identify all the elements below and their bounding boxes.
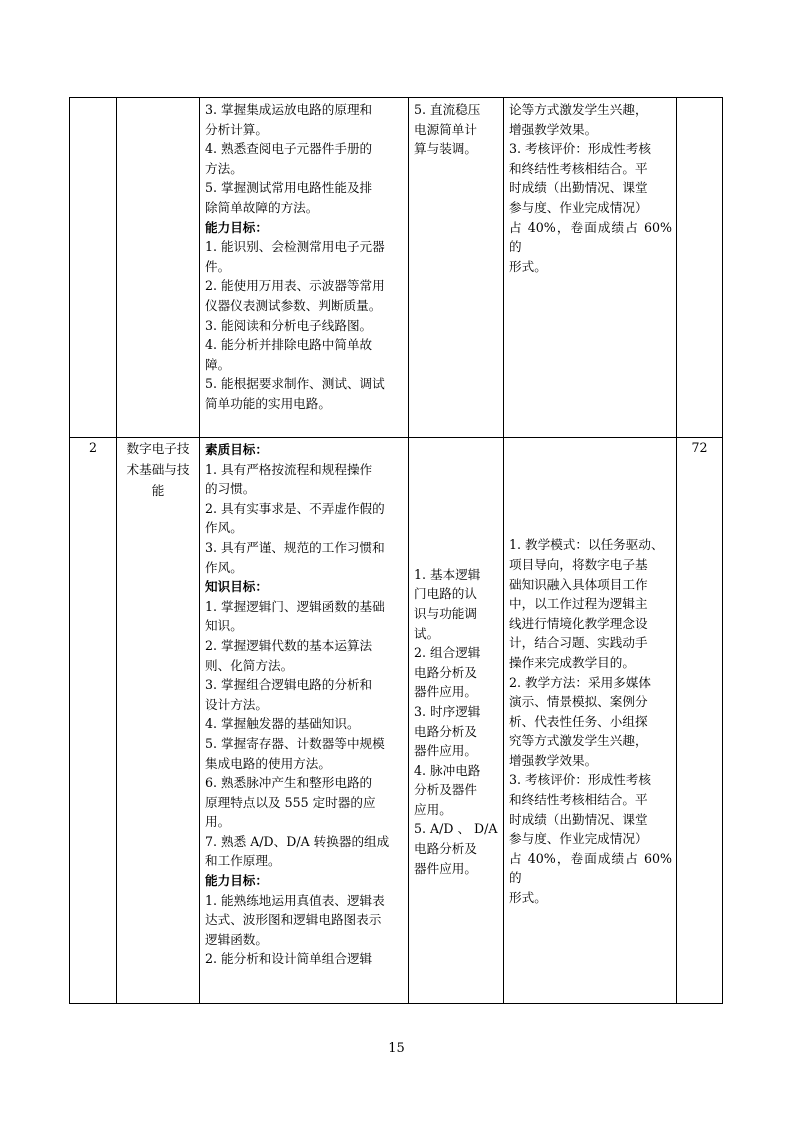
text-line: 5. A/D 、 D/A [414, 821, 498, 837]
teaching-list [504, 98, 676, 276]
objective-line: 原理特点以及 555 定时器的应 [205, 794, 376, 810]
text-line: 3. 时序逻辑 [414, 703, 481, 719]
text-line: 1. 教学模式：以任务驱动、 [509, 537, 664, 553]
table-row [70, 98, 723, 438]
objective-line: 5. 掌握测试常用电路性能及排 [205, 180, 373, 196]
text-line: 形式。 [509, 890, 547, 906]
objective-line: 障。 [205, 356, 231, 372]
text-line: 增强教学效果。 [509, 752, 598, 768]
objective-line: 1. 能识别、会检测常用电子元器 [205, 239, 385, 255]
objective-line: 6. 熟悉脉冲产生和整形电路的 [205, 775, 373, 791]
objective-line: 1. 掌握逻辑门、逻辑函数的基础 [205, 598, 385, 614]
content-cell [409, 98, 504, 438]
objective-line: 仪器仪表测试参数、判断质量。 [205, 297, 382, 313]
objective-line: 分析计算。 [205, 121, 268, 137]
objective-line: 1. 具有严格按流程和规程操作 [205, 461, 373, 477]
objective-line: 3. 具有严谨、规范的工作习惯和 [205, 539, 385, 555]
text-line: 和终结性考核相结合。平 [509, 792, 648, 808]
text-line: 计，结合习题、实践动手 [509, 635, 648, 651]
teaching-cell [504, 98, 677, 438]
text-line: 识与功能调 [414, 605, 477, 621]
row-number-cell [70, 438, 117, 1004]
objective-line: 3. 能阅读和分析电子线路图。 [205, 317, 373, 333]
text-line: 器件应用。 [414, 684, 477, 700]
course-name [117, 438, 199, 501]
objective-heading: 知识目标： [205, 579, 268, 595]
content-cell [409, 438, 504, 1004]
table-row [70, 438, 723, 1004]
text-line: 分析及器件 [414, 782, 477, 798]
course-name-line: 能 [151, 483, 165, 498]
objective-line: 的习惯。 [205, 481, 256, 497]
text-line: 算与装调。 [414, 141, 477, 157]
text-line: 应用。 [414, 801, 452, 817]
objective-line: 4. 能分析并排除电路中简单故 [205, 337, 373, 353]
text-line: 器件应用。 [414, 743, 477, 759]
row-number: 2 [88, 440, 97, 455]
objectives-cell [200, 98, 409, 438]
objective-line: 4. 熟悉查阅电子元器件手册的 [205, 141, 373, 157]
objective-line: 知识。 [205, 618, 243, 634]
text-line: 1. 基本逻辑 [414, 566, 481, 582]
objective-line: 逻辑函数。 [205, 931, 268, 947]
page-number: 15 [388, 1041, 405, 1056]
text-line: 3. 考核评价：形成性考核 [509, 772, 651, 788]
text-line: 3. 考核评价：形成性考核 [509, 141, 651, 157]
text-line: 电路分析及 [414, 841, 477, 857]
objective-line: 集成电路的使用方法。 [205, 755, 331, 771]
objective-line: 3. 掌握集成运放电路的原理和 [205, 102, 373, 117]
content-list [409, 563, 503, 879]
text-line: 时成绩（出勤情况、课堂 [509, 180, 648, 196]
objectives-list [200, 438, 408, 969]
course-name-line: 术基础与技 [126, 462, 190, 477]
objective-line: 设计方法。 [205, 696, 268, 712]
text-line: 项目导向，将数字电子基 [509, 556, 648, 572]
objective-line: 达式、波形图和逻辑电路图表示 [205, 912, 382, 928]
text-line: 析、代表性任务、小组探 [509, 713, 648, 729]
text-line: 器件应用。 [414, 860, 477, 876]
text-line: 演示、情景模拟、案例分 [509, 694, 648, 710]
content-list [409, 98, 503, 159]
text-line: 参与度、作业完成情况） [509, 831, 648, 847]
text-line: 2. 组合逻辑 [414, 645, 481, 661]
objective-line: 5. 能根据要求制作、测试、调试 [205, 376, 385, 392]
text-line: 和终结性考核相结合。平 [509, 160, 648, 176]
text-line: 论等方式激发学生兴趣， [509, 102, 648, 117]
objective-line: 2. 具有实事求是、不弄虚作假的 [205, 500, 385, 516]
objective-line: 则、化简方法。 [205, 657, 294, 673]
objective-line: 用。 [205, 814, 231, 830]
objective-line: 和工作原理。 [205, 853, 281, 869]
objective-heading: 能力目标： [205, 219, 268, 235]
objective-line: 2. 能分析和设计简单组合逻辑 [205, 951, 373, 967]
objective-line: 件。 [205, 258, 231, 274]
objectives-cell [200, 438, 409, 1004]
row-number-cell [70, 98, 117, 438]
objective-line: 3. 掌握组合逻辑电路的分析和 [205, 677, 373, 693]
objective-line: 方法。 [205, 160, 243, 176]
text-line: 线进行情境化教学理念设 [509, 615, 648, 631]
text-line: 中，以工作过程为逻辑主 [509, 596, 648, 612]
text-line: 础知识融入具体项目工作 [509, 576, 648, 592]
text-line: 门电路的认 [414, 586, 477, 602]
objective-line: 2. 能使用万用表、示波器等常用 [205, 278, 385, 294]
text-line: 4. 脉冲电路 [414, 762, 481, 778]
objective-line: 作风。 [205, 559, 243, 575]
objective-heading: 能力目标： [205, 873, 268, 889]
text-line: 增强教学效果。 [509, 121, 598, 137]
objective-line: 4. 掌握触发器的基础知识。 [205, 716, 360, 732]
text-line: 时成绩（出勤情况、课堂 [509, 811, 648, 827]
objective-line: 5. 掌握寄存器、计数器等中规模 [205, 735, 385, 751]
objective-line: 1. 能熟练地运用真值表、逻辑表 [205, 892, 385, 908]
text-line: 2. 教学方法：采用多媒体 [509, 674, 651, 690]
text-line: 形式。 [509, 258, 547, 274]
objective-line: 作风。 [205, 520, 243, 536]
text-line: 电源简单计 [414, 121, 477, 137]
hours-value: 72 [691, 440, 708, 455]
text-line: 操作来完成教学目的。 [509, 654, 635, 670]
curriculum-table [69, 97, 723, 1004]
objective-line: 7. 熟悉 A/D、D/A 转换器的组成 [205, 833, 390, 849]
objective-line: 2. 掌握逻辑代数的基本运算法 [205, 637, 373, 653]
text-line: 电路分析及 [414, 664, 477, 680]
course-name-cell [117, 438, 200, 1004]
text-line: 试。 [414, 625, 440, 641]
course-name-cell [117, 98, 200, 438]
text-line: 究等方式激发学生兴趣， [509, 733, 648, 749]
hours-cell [677, 438, 723, 1004]
hours-cell [677, 98, 723, 438]
objective-line: 除简单故障的方法。 [205, 199, 319, 215]
teaching-list [504, 533, 676, 907]
text-line: 5. 直流稳压 [414, 102, 481, 117]
text-line: 参与度、作业完成情况） [509, 199, 648, 215]
text-line: 电路分析及 [414, 723, 477, 739]
text-line: 占 40%，卷面成绩占 60%的 [509, 850, 672, 886]
objectives-list [200, 98, 408, 414]
course-name-line: 数字电子技 [126, 441, 190, 456]
objective-heading: 素质目标： [205, 442, 268, 457]
objective-line: 简单功能的实用电路。 [205, 395, 331, 411]
teaching-cell [504, 438, 677, 1004]
text-line: 占 40%，卷面成绩占 60%的 [509, 219, 672, 255]
